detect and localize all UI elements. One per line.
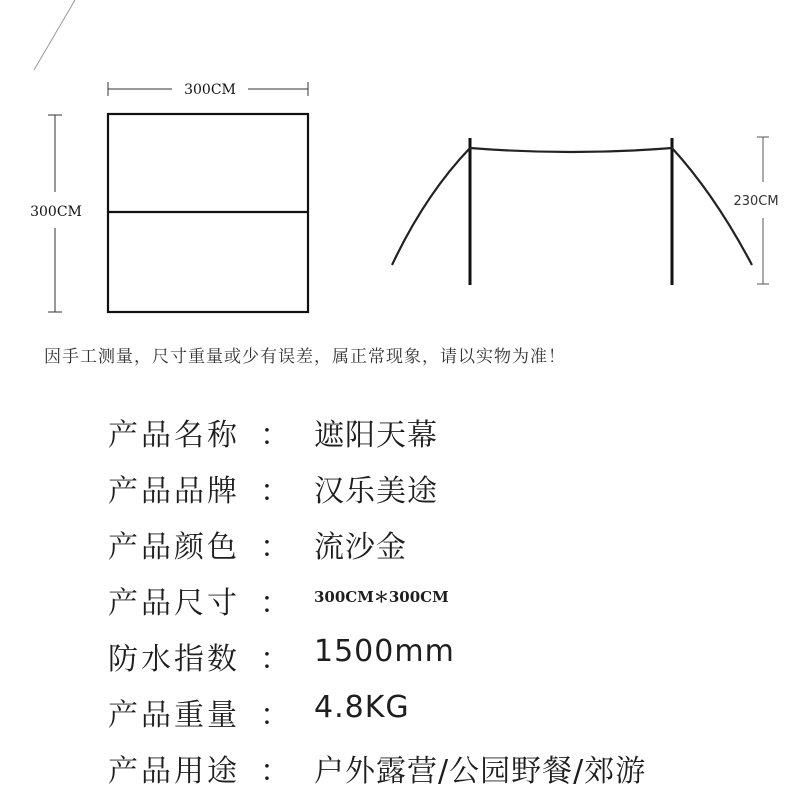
spec-colon: ： xyxy=(260,530,290,565)
spec-label: 产品名称 xyxy=(108,418,240,453)
spec-value: 汉乐美途 xyxy=(314,474,438,509)
spec-label: 产品颜色 xyxy=(108,530,240,565)
side-height-label: 230CM xyxy=(733,194,779,209)
spec-colon: ： xyxy=(260,642,290,677)
spec-label: 产品重量 xyxy=(108,698,240,733)
height-label: 300CM xyxy=(30,204,82,220)
spec-colon: ： xyxy=(260,418,290,453)
spec-label: 防水指数 xyxy=(108,642,240,677)
left-guy-line xyxy=(392,148,470,265)
spec-value: 300CM＊300CM xyxy=(314,588,449,606)
spec-value: 1500mm xyxy=(314,634,455,669)
spec-colon: ： xyxy=(260,474,290,509)
width-label: 300CM xyxy=(184,82,236,98)
canopy-diagram xyxy=(0,0,800,340)
measurement-note: 因手工测量，尺寸重量或少有误差，属正常现象，请以实物为准！ xyxy=(44,347,566,367)
spec-value: 遮阳天幕 xyxy=(314,418,438,453)
corner-decor-line xyxy=(34,0,75,70)
spec-label: 产品品牌 xyxy=(108,474,240,509)
spec-value: 流沙金 xyxy=(314,530,407,565)
canopy-ridge xyxy=(470,148,672,152)
spec-value: 户外露营/公园野餐/郊游 xyxy=(314,754,647,789)
spec-colon: ： xyxy=(260,698,290,733)
spec-label: 产品尺寸 xyxy=(108,586,240,621)
spec-value: 4.8KG xyxy=(314,690,410,725)
spec-colon: ： xyxy=(260,586,290,621)
side-height-dimension xyxy=(757,137,769,284)
spec-colon: ： xyxy=(260,754,290,789)
canopy-side-view xyxy=(392,138,752,285)
spec-label: 产品用途 xyxy=(108,754,240,789)
